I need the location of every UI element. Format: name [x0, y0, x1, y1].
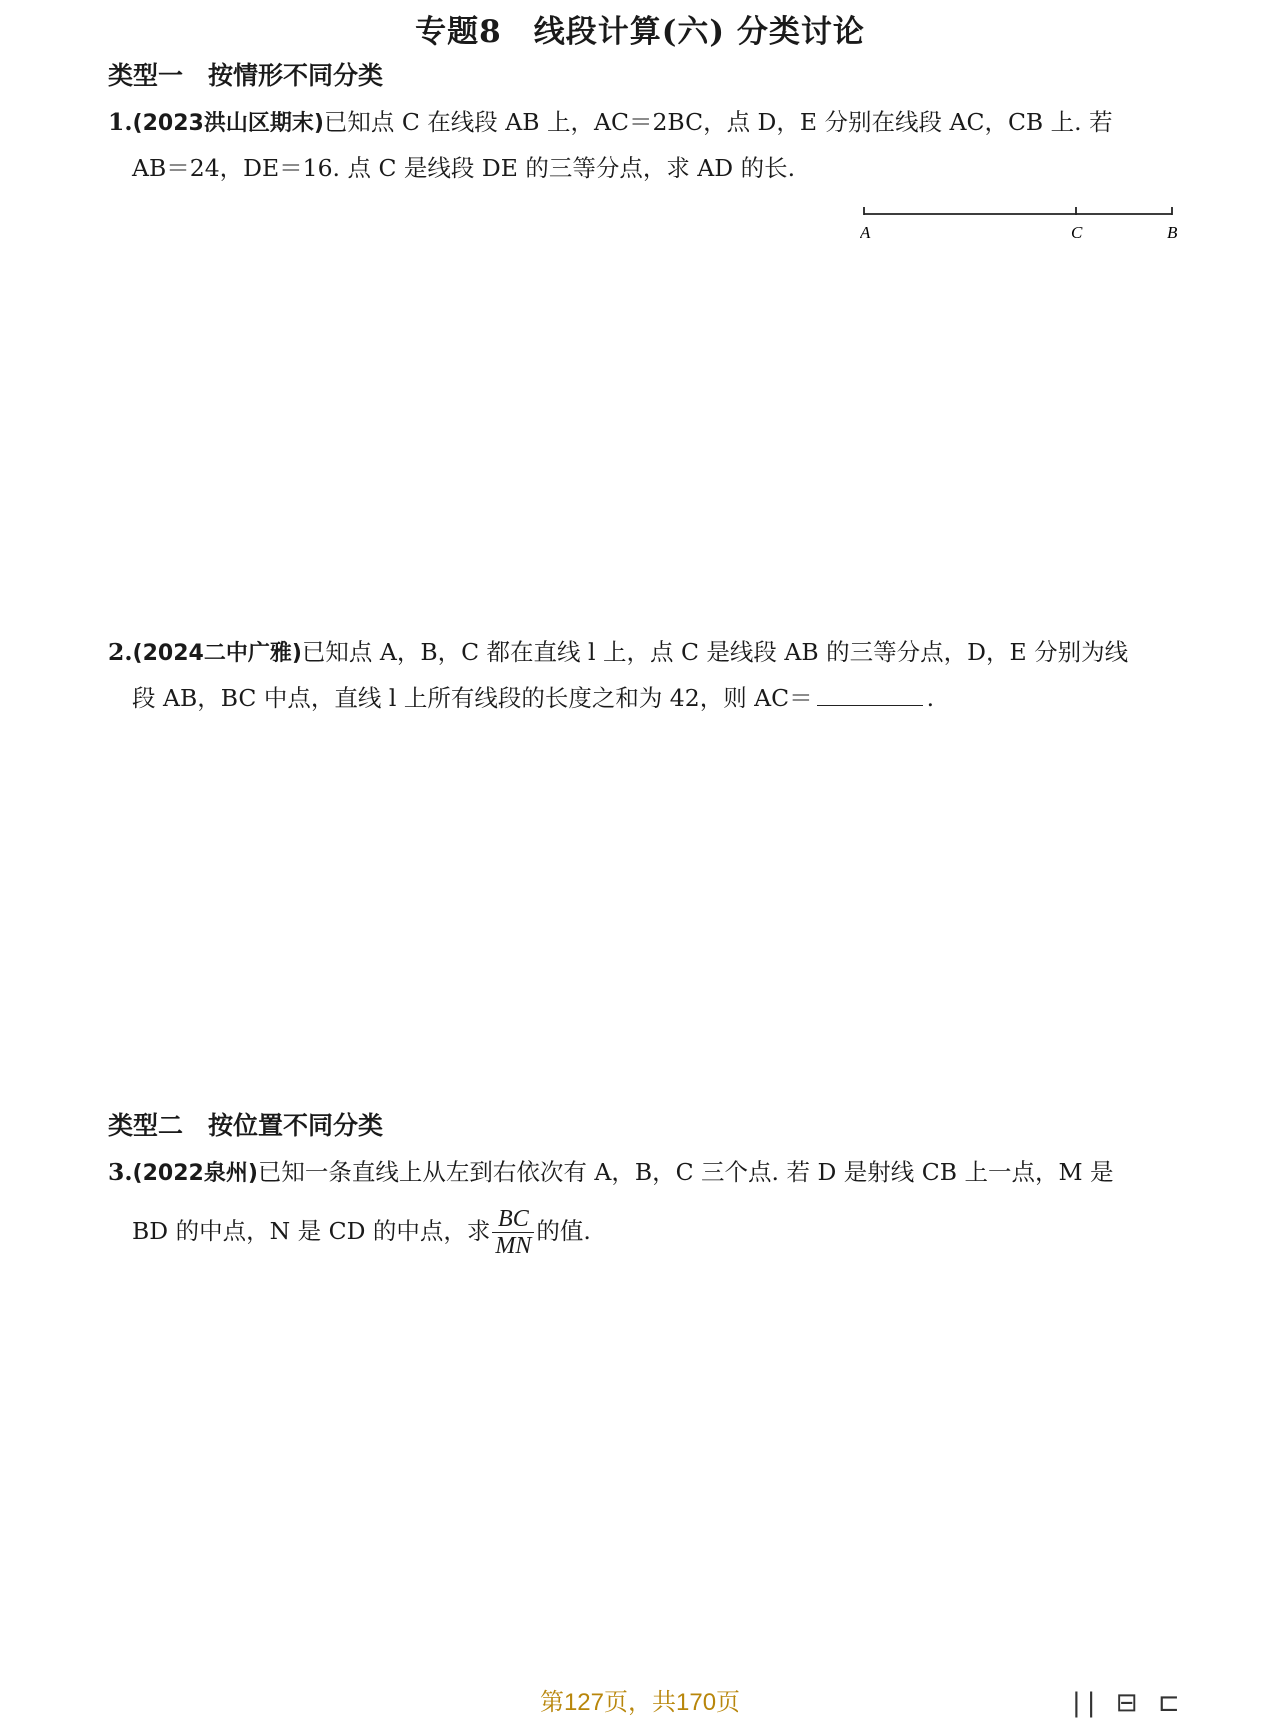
page-title: 专题8 线段计算(六) 分类讨论: [415, 14, 865, 50]
segment-figure: [860, 200, 1180, 246]
question-number: 1.: [108, 108, 133, 136]
point-label-a: A: [860, 223, 871, 242]
fraction-bc-mn: [492, 1206, 534, 1259]
question-text-end: 的值.: [536, 1217, 591, 1245]
question-text-end: .: [926, 684, 935, 712]
point-label-b: B: [1167, 223, 1178, 242]
question-1: [108, 100, 1188, 190]
question-number: 3.: [108, 1158, 133, 1186]
point-label-c: C: [1071, 223, 1083, 242]
corner-controls[interactable]: || ⊟ ⊏: [1072, 1688, 1186, 1718]
question-text-line-1: 已知一条直线上从左到右依次有 A，B，C 三个点. 若 D 是射线 CB 上一点，M 是: [257, 1158, 1114, 1186]
fraction-denominator: MN: [495, 1233, 532, 1259]
section-heading-type-1: 类型一 按情形不同分类: [108, 61, 384, 90]
question-text-line-1: 已知点 C 在线段 AB 上，AC＝2BC，点 D，E 分别在线段 AC，CB 上. 若: [323, 108, 1113, 136]
question-source: (2024二中广雅): [132, 641, 302, 666]
question-source: (2022泉州): [132, 1161, 258, 1186]
question-source: (2023洪山区期末): [132, 111, 324, 136]
question-number: 2.: [108, 638, 133, 666]
question-text-line-2: BD 的中点，N 是 CD 的中点，求: [132, 1217, 491, 1245]
section-heading-type-2: 类型二 按位置不同分类: [108, 1111, 384, 1140]
question-text-line-2: 段 AB，BC 中点，直线 l 上所有线段的长度之和为 42，则 AC＝: [132, 684, 813, 712]
answer-blank[interactable]: [817, 687, 923, 706]
page-indicator: 第127页，共170页: [539, 1689, 741, 1716]
question-text-line-2: AB＝24，DE＝16. 点 C 是线段 DE 的三等分点，求 AD 的长.: [132, 154, 796, 182]
question-2: [108, 630, 1188, 720]
question-3: [108, 1150, 1188, 1259]
question-text-line-1: 已知点 A，B，C 都在直线 l 上，点 C 是线段 AB 的三等分点，D，E 分别为线: [301, 638, 1129, 666]
fraction-numerator: BC: [492, 1206, 534, 1233]
